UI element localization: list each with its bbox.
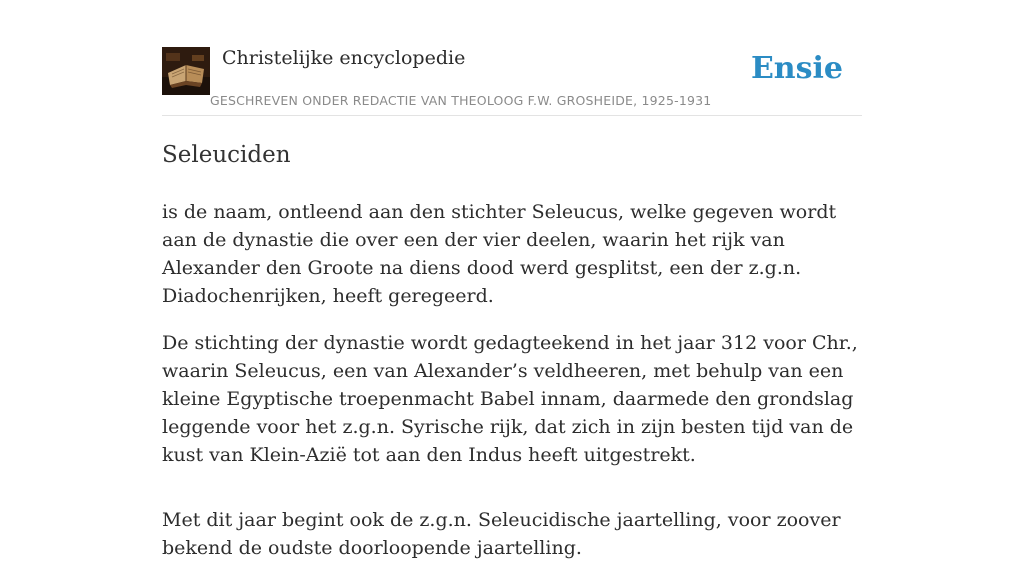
encyclopedia-avatar[interactable] xyxy=(162,47,210,95)
article-title: Seleuciden xyxy=(162,142,291,168)
site-title[interactable]: Christelijke encyclopedie xyxy=(222,47,466,69)
article-paragraph: is de naam, ontleend aan den stichter Seleucus, welke gegeven wordt aan de dynastie die over een der vier deelen, waarin het rijk van Alexander den Groote na diens dood werd gesplitst, een der z.g.n. Diadochenrijken, heeft geregeerd. xyxy=(162,201,837,307)
site-header xyxy=(162,46,862,116)
article-paragraph: De stichting der dynastie wordt gedagteekend in het jaar 312 voor Chr., waarin Seleucus, een van Alexander’s veldheeren, met behulp van een kleine Egyptische troepenmacht Babel innam, daarmede den grondslag leggende voor het z.g.n. Syrische rijk, dat zich in zijn besten tijd van de kust van Klein-Azië tot aan den Indus heeft uitgestrekt. xyxy=(162,332,858,466)
ensie-logo-link[interactable]: Ensie xyxy=(750,51,843,86)
site-subtitle: GESCHREVEN ONDER REDACTIE VAN THEOLOOG F.W. GROSHEIDE, 1925-1931 xyxy=(210,93,712,108)
article-content xyxy=(162,139,862,581)
open-book-image xyxy=(162,47,210,95)
article-paragraph: Met dit jaar begint ook de z.g.n. Seleucidische jaartelling, voor zoover bekend de oudste doorloopende jaartelling. xyxy=(162,509,841,559)
